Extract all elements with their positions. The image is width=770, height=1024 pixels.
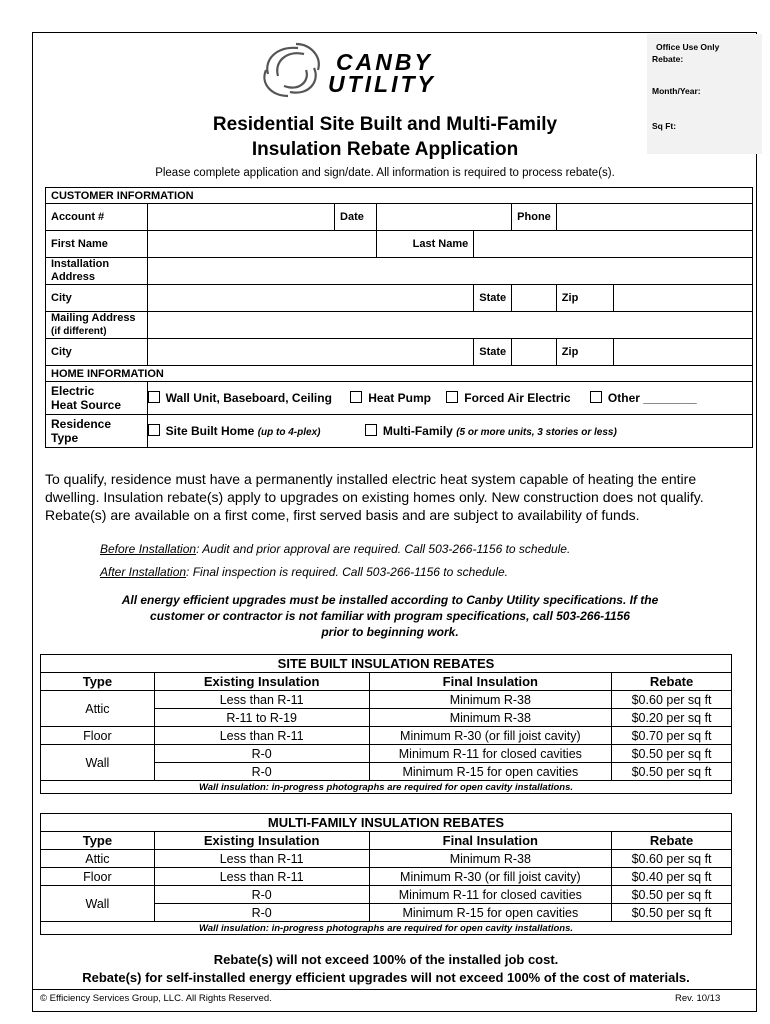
date-field[interactable] <box>376 204 511 231</box>
last-name-field[interactable] <box>474 231 753 258</box>
multi-footnote: Wall insulation: in-progress photographs are required for open cavity installations. <box>41 922 732 935</box>
table-row: Floor Less than R-11 Minimum R-30 (or fill joist cavity) $0.40 per sq ft <box>41 868 732 886</box>
installation-address-label: Installation Address <box>46 258 148 285</box>
logo-text-canby: CANBY <box>336 49 433 75</box>
intro-text: Please complete application and sign/date. All information is required to process rebate(s). <box>155 167 615 179</box>
site-col-existing: Existing Insulation <box>154 673 369 691</box>
office-use-title: Office Use Only <box>656 42 720 52</box>
mailing-address-label: Mailing Address (if different) <box>46 312 148 339</box>
state-field[interactable] <box>512 285 557 312</box>
residence-type-options <box>147 415 752 448</box>
qualify-paragraph: To qualify, residence must have a permanently installed electric heat system capable of heating the entire dwelling. Insulation rebate(s) apply to upgrades on existing homes only. New construction does not qualify. Rebate(s) are available on a first come, first served basis and are subject to availability of funds. <box>45 471 704 523</box>
multi-family-rebate-table <box>40 813 732 935</box>
last-name-label: Last Name <box>376 231 474 258</box>
logo-text-utility: UTILITY <box>328 71 436 97</box>
zip2-label: Zip <box>556 339 613 366</box>
account-field[interactable] <box>147 204 334 231</box>
city-label: City <box>46 285 148 312</box>
multi-col-existing: Existing Insulation <box>154 832 369 850</box>
table-row: Attic Less than R-11 Minimum R-38 $0.60 per sq ft <box>41 850 732 868</box>
customer-info-table <box>45 187 753 448</box>
other-checkbox[interactable] <box>590 391 602 403</box>
rebate-limits: Rebate(s) will not exceed 100% of the installed job cost. Rebate(s) for self-installed energy efficient upgrades will not exceed 100% of the cost of materials. <box>82 952 690 985</box>
first-name-label: First Name <box>46 231 148 258</box>
state-label: State <box>474 285 512 312</box>
residence-type-label: Residence Type <box>46 415 148 448</box>
multi-col-type: Type <box>41 832 155 850</box>
office-month-year-label: Month/Year: <box>652 86 701 96</box>
installation-address-field[interactable] <box>147 258 752 285</box>
table-row: Floor Less than R-11 Minimum R-30 (or fill joist cavity) $0.70 per sq ft <box>41 727 732 745</box>
revision-text: Rev. 10/13 <box>675 993 721 1004</box>
site-col-rebate: Rebate <box>612 673 732 691</box>
before-installation-note: Before Installation: Audit and prior approval are required. Call 503-266-1156 to schedule. <box>100 542 571 556</box>
copyright-text: © Efficiency Services Group, LLC. All Rights Reserved. <box>40 993 272 1004</box>
state2-label: State <box>474 339 512 366</box>
table-row: R-11 to R-19 Minimum R-38 $0.20 per sq ft <box>41 709 732 727</box>
table-row: R-0 Minimum R-15 for open cavities $0.50 per sq ft <box>41 763 732 781</box>
heat-pump-option[interactable]: Heat Pump <box>350 391 431 405</box>
office-rebate-label: Rebate: <box>652 54 684 64</box>
site-built-option[interactable]: Site Built Home (up to 4-plex) <box>148 424 321 438</box>
city-field[interactable] <box>147 285 474 312</box>
site-col-type: Type <box>41 673 155 691</box>
site-footnote: Wall insulation: in-progress photographs are required for open cavity installations. <box>41 781 732 794</box>
heat-source-label: Electric Heat Source <box>46 382 148 415</box>
table-row: Attic Less than R-11 Minimum R-38 $0.60 per sq ft <box>41 691 732 709</box>
forced-air-option[interactable]: Forced Air Electric <box>446 391 570 405</box>
heat-wall-option[interactable]: Wall Unit, Baseboard, Ceiling <box>148 391 332 405</box>
multi-col-final: Final Insulation <box>369 832 612 850</box>
heat-source-options <box>147 382 752 415</box>
account-label: Account # <box>46 204 148 231</box>
site-built-checkbox[interactable] <box>148 424 160 436</box>
zip2-field[interactable] <box>613 339 752 366</box>
state2-field[interactable] <box>512 339 557 366</box>
table-row: Wall R-0 Minimum R-11 for closed cavities $0.50 per sq ft <box>41 886 732 904</box>
office-sqft-label: Sq Ft: <box>652 121 677 131</box>
multi-col-rebate: Rebate <box>612 832 732 850</box>
mailing-address-field[interactable] <box>147 312 752 339</box>
canby-utility-logo <box>258 40 488 102</box>
city2-field[interactable] <box>147 339 474 366</box>
phone-field[interactable] <box>556 204 752 231</box>
phone-label: Phone <box>512 204 557 231</box>
multi-family-checkbox[interactable] <box>365 424 377 436</box>
after-installation-note: After Installation: Final inspection is required. Call 503-266-1156 to schedule. <box>100 565 509 579</box>
site-built-rebate-table <box>40 654 732 794</box>
multi-family-option[interactable]: Multi-Family (5 or more units, 3 stories or less) <box>365 424 617 438</box>
date-label: Date <box>335 204 377 231</box>
office-use-box <box>647 34 762 154</box>
first-name-field[interactable] <box>147 231 376 258</box>
table-row: R-0 Minimum R-15 for open cavities $0.50 per sq ft <box>41 904 732 922</box>
heat-pump-checkbox[interactable] <box>350 391 362 403</box>
site-built-title: SITE BUILT INSULATION REBATES <box>41 655 732 673</box>
specifications-warning: All energy efficient upgrades must be installed according to Canby Utility specifications. If the customer or contractor is not familiar with program specifications, call 503-266-1156 prior to beginning work. <box>121 593 659 639</box>
other-option[interactable]: Other ________ <box>590 391 697 405</box>
zip-label: Zip <box>556 285 613 312</box>
multi-family-title: MULTI-FAMILY INSULATION REBATES <box>41 814 732 832</box>
footer-divider <box>32 989 757 990</box>
page-title: Residential Site Built and Multi-Family Insulation Rebate Application <box>212 114 558 160</box>
heat-wall-checkbox[interactable] <box>148 391 160 403</box>
zip-field[interactable] <box>613 285 752 312</box>
site-col-final: Final Insulation <box>369 673 612 691</box>
table-row: Wall R-0 Minimum R-11 for closed cavities $0.50 per sq ft <box>41 745 732 763</box>
home-info-header: HOME INFORMATION <box>46 366 753 382</box>
customer-info-header: CUSTOMER INFORMATION <box>46 188 753 204</box>
forced-air-checkbox[interactable] <box>446 391 458 403</box>
city2-label: City <box>46 339 148 366</box>
